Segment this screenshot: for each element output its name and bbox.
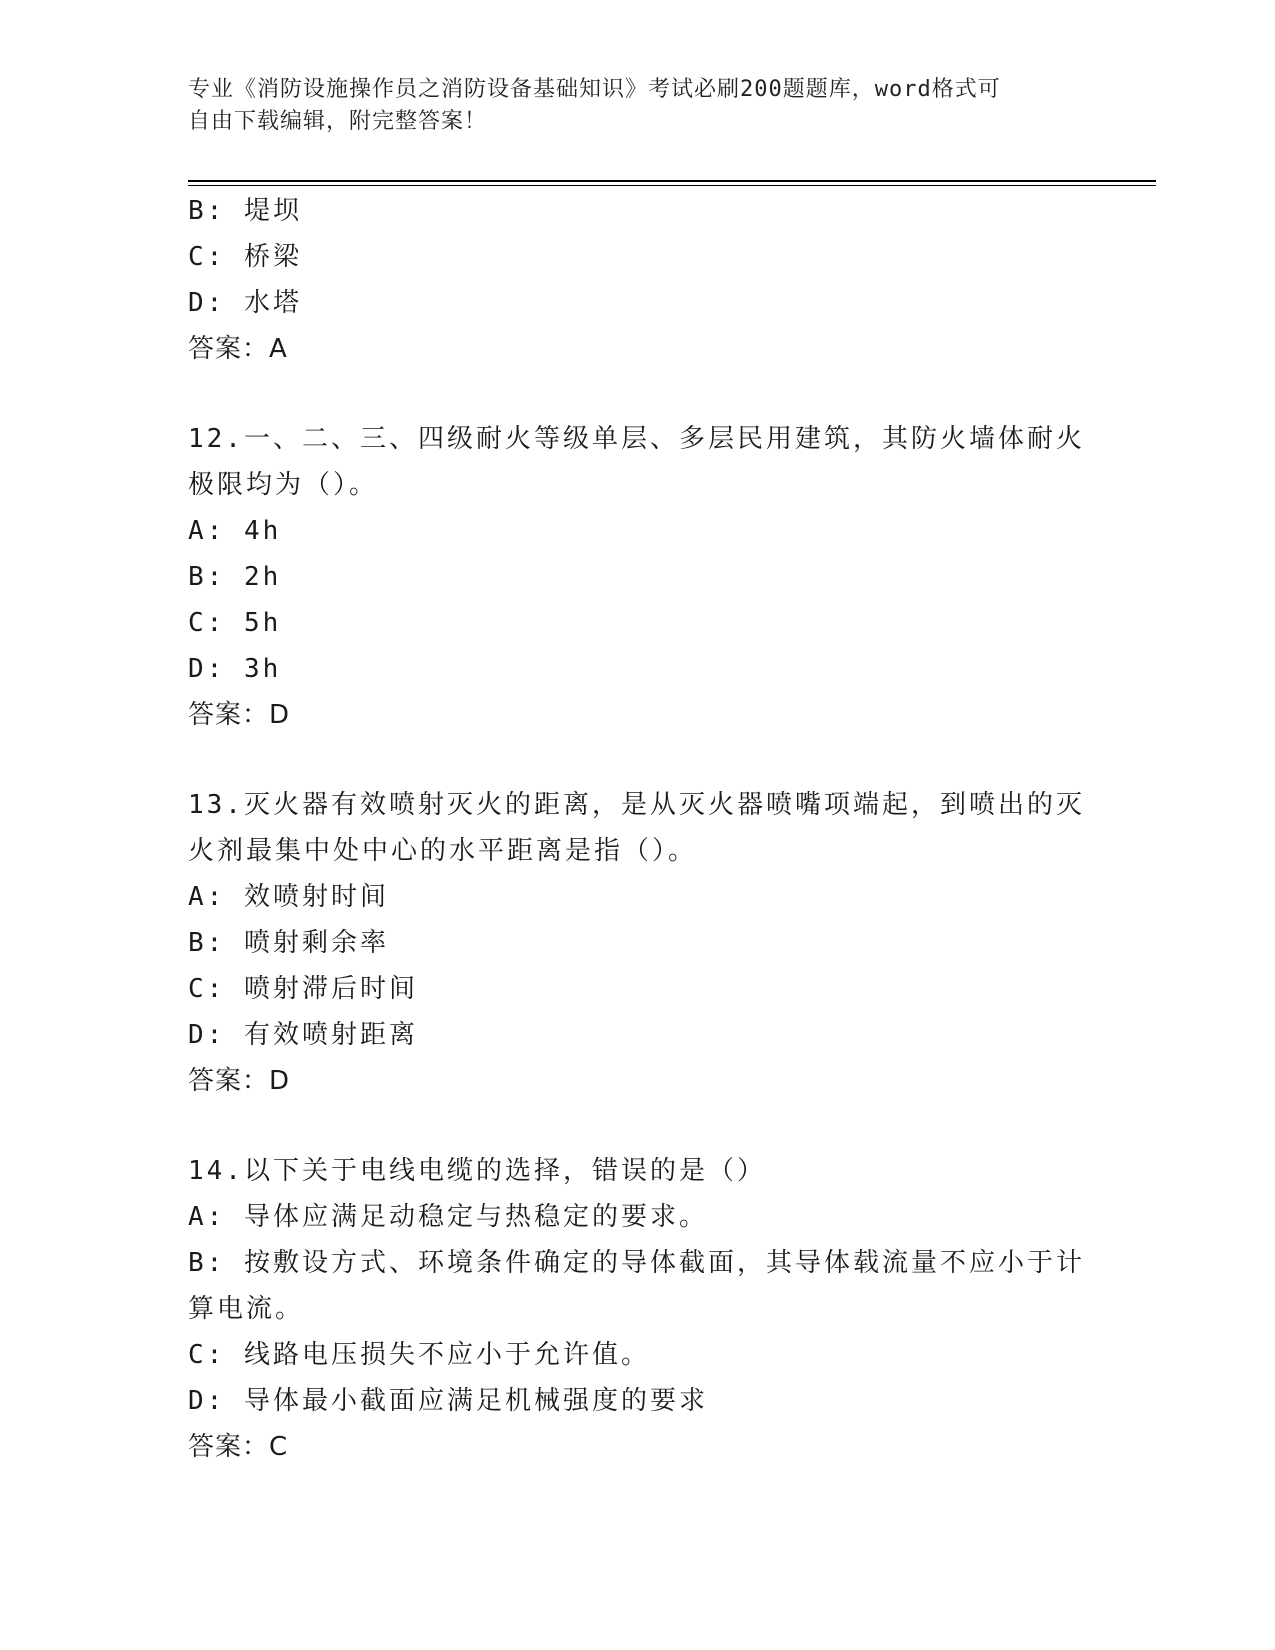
- q13-stem-line-2: 火剂最集中处中心的水平距离是指（）。: [188, 836, 698, 866]
- header-line-1: 专业《消防设施操作员之消防设备基础知识》考试必刷200题题库，word格式可: [188, 77, 1001, 102]
- q11-answer: 答案：A: [188, 334, 288, 364]
- q13-stem-line-1: 13.灭火器有效喷射灭火的距离，是从灭火器喷嘴项端起，到喷出的灭: [188, 790, 1085, 820]
- header-line-2: 自由下载编辑，附完整答案！: [188, 109, 488, 134]
- q14-option-b-line-1: B: 按敷设方式、环境条件确定的导体截面，其导体载流量不应小于计: [188, 1248, 1085, 1278]
- q13-option-a: A: 效喷射时间: [188, 882, 389, 912]
- q12-stem-line-1: 12.一、二、三、四级耐火等级单层、多层民用建筑，其防火墙体耐火: [188, 424, 1085, 454]
- q13-option-b: B: 喷射剩余率: [188, 928, 389, 958]
- q11-option-c: C: 桥梁: [188, 242, 302, 272]
- q12-option-c: C: 5h: [188, 608, 282, 638]
- q11-option-b: B: 堤坝: [188, 196, 302, 226]
- q14-answer: 答案：C: [188, 1432, 289, 1462]
- q14-option-c: C: 线路电压损失不应小于允许值。: [188, 1340, 650, 1370]
- q12-stem-line-2: 极限均为（）。: [188, 470, 379, 500]
- q14-option-b-line-2: 算电流。: [188, 1294, 305, 1324]
- q13-option-c: C: 喷射滞后时间: [188, 974, 418, 1004]
- q13-option-d: D: 有效喷射距离: [188, 1020, 418, 1050]
- q12-option-d: D: 3h: [188, 654, 282, 684]
- q12-option-a: A: 4h: [188, 516, 282, 546]
- document-header: [188, 74, 1088, 138]
- header-divider: [188, 180, 1156, 186]
- q13-answer: 答案：D: [188, 1066, 291, 1096]
- q14-stem: 14.以下关于电线电缆的选择，错误的是（）: [188, 1156, 766, 1186]
- q12-answer: 答案：D: [188, 700, 291, 730]
- q12-option-b: B: 2h: [188, 562, 282, 592]
- q11-option-d: D: 水塔: [188, 288, 302, 318]
- q14-option-a: A: 导体应满足动稳定与热稳定的要求。: [188, 1202, 708, 1232]
- question-content: [188, 188, 1088, 1470]
- q14-option-d: D: 导体最小截面应满足机械强度的要求: [188, 1386, 708, 1416]
